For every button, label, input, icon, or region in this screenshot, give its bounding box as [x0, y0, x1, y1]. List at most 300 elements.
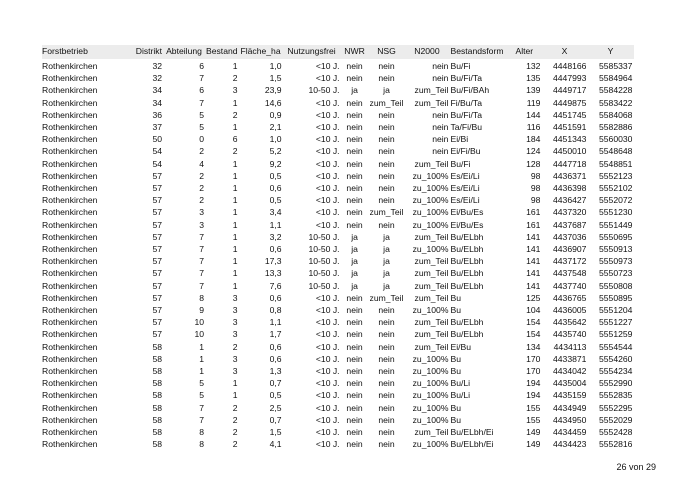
cell-forstbetrieb: Rothenkirchen	[42, 109, 98, 120]
cell-nwr: nein	[346, 122, 363, 133]
cell-forstbetrieb: Rothenkirchen	[42, 158, 98, 169]
cell-alter: 134	[526, 341, 541, 352]
cell-nutzungsfrei: <10 J.	[315, 97, 340, 108]
cell-distrikt: 58	[152, 414, 162, 425]
table-row	[42, 377, 634, 389]
cell-flaeche: 13,3	[264, 268, 282, 279]
cell-flaeche: 0,9	[269, 109, 282, 120]
cell-bestand: 1	[232, 256, 238, 267]
cell-bestandsform: Bu	[450, 305, 461, 316]
cell-bestandsform: Es/Ei/Li	[450, 170, 480, 181]
header-y: Y	[588, 45, 634, 60]
cell-y: 5551230	[599, 207, 633, 218]
cell-nwr: nein	[346, 61, 363, 71]
cell-x: 4435159	[553, 390, 587, 401]
cell-n2000: zu_100%	[412, 390, 449, 401]
cell-nutzungsfrei: <10 J.	[315, 122, 340, 133]
cell-alter: 119	[526, 97, 541, 108]
cell-x: 4434423	[553, 439, 587, 450]
cell-forstbetrieb: Rothenkirchen	[42, 219, 98, 230]
cell-nwr: nein	[346, 97, 363, 108]
cell-y: 5550973	[599, 256, 633, 267]
cell-distrikt: 58	[152, 427, 162, 438]
cell-forstbetrieb: Rothenkirchen	[42, 366, 98, 377]
cell-n2000: zum_Teil	[414, 231, 449, 242]
cell-y: 5552428	[599, 427, 633, 438]
cell-abteilung: 2	[199, 195, 204, 206]
cell-flaeche: 0,5	[269, 390, 282, 401]
cell-nutzungsfrei: <10 J.	[315, 146, 340, 157]
cell-nwr: nein	[346, 439, 363, 450]
cell-y: 5584964	[599, 73, 633, 84]
cell-forstbetrieb: Rothenkirchen	[42, 73, 98, 84]
cell-n2000: zum_Teil	[414, 85, 449, 96]
cell-abteilung: 6	[199, 61, 204, 71]
cell-y: 5552102	[599, 183, 633, 194]
cell-x: 4437172	[553, 256, 587, 267]
cell-x: 4437548	[553, 268, 587, 279]
cell-alter: 125	[526, 292, 541, 303]
cell-nsg: zum_Teil	[369, 97, 404, 108]
cell-alter: 98	[530, 195, 541, 206]
cell-nsg: nein	[378, 73, 395, 84]
cell-abteilung: 1	[199, 341, 204, 352]
cell-x: 4447718	[553, 158, 587, 169]
cell-flaeche: 0,6	[269, 292, 282, 303]
cell-flaeche: 5,2	[269, 146, 282, 157]
cell-bestand: 1	[232, 170, 238, 181]
cell-nsg: ja	[383, 268, 390, 279]
cell-bestand: 1	[232, 231, 238, 242]
cell-flaeche: 14,6	[264, 97, 282, 108]
cell-y: 5550913	[599, 244, 633, 255]
cell-bestandsform: Bu/Li	[450, 378, 471, 389]
cell-nutzungsfrei: <10 J.	[315, 378, 340, 389]
cell-forstbetrieb: Rothenkirchen	[42, 280, 98, 291]
header-abteilung: Abteilung	[164, 45, 206, 60]
cell-x: 4436427	[553, 195, 587, 206]
cell-n2000: zum_Teil	[414, 341, 449, 352]
table-row	[42, 158, 634, 170]
cell-x: 4435004	[553, 378, 587, 389]
cell-bestandsform: Bu/Fi	[450, 61, 471, 71]
cell-flaeche: 1,5	[269, 427, 282, 438]
cell-nutzungsfrei: <10 J.	[315, 183, 340, 194]
cell-distrikt: 57	[152, 195, 162, 206]
cell-n2000: zu_100%	[412, 195, 449, 206]
cell-y: 5584228	[599, 85, 633, 96]
cell-bestand: 2	[232, 439, 238, 450]
header-n2000: N2000	[405, 45, 450, 60]
cell-nsg: nein	[378, 427, 395, 438]
cell-x: 4434113	[553, 341, 587, 352]
cell-x: 4449875	[553, 97, 587, 108]
table-row	[42, 341, 634, 353]
cell-alter: 128	[526, 158, 541, 169]
cell-bestand: 6	[232, 134, 238, 145]
cell-nutzungsfrei: 10-50 J.	[308, 85, 340, 96]
cell-nsg: nein	[378, 170, 395, 181]
table-row	[42, 438, 634, 450]
cell-alter: 149	[526, 439, 541, 450]
cell-nsg: ja	[383, 85, 390, 96]
cell-flaeche: 0,6	[269, 244, 282, 255]
cell-n2000: zu_100%	[412, 378, 449, 389]
cell-forstbetrieb: Rothenkirchen	[42, 414, 98, 425]
cell-y: 5552835	[599, 390, 633, 401]
cell-bestandsform: Ei/Bu/Es	[450, 219, 484, 230]
cell-forstbetrieb: Rothenkirchen	[42, 378, 98, 389]
cell-n2000: zum_Teil	[414, 256, 449, 267]
cell-abteilung: 8	[199, 439, 204, 450]
cell-distrikt: 34	[152, 97, 162, 108]
cell-x: 4437320	[553, 207, 587, 218]
cell-y: 5550695	[599, 231, 633, 242]
cell-bestandsform: Ei/Bu	[450, 341, 472, 352]
cell-x: 4437036	[553, 231, 587, 242]
cell-flaeche: 4,1	[269, 439, 282, 450]
header-distrikt: Distrikt	[119, 45, 164, 60]
cell-nutzungsfrei: <10 J.	[315, 439, 340, 450]
cell-x: 4435642	[553, 317, 587, 328]
cell-bestand: 3	[232, 366, 238, 377]
cell-n2000: zu_100%	[412, 219, 449, 230]
cell-bestand: 1	[232, 268, 238, 279]
cell-distrikt: 37	[152, 122, 162, 133]
cell-bestand: 1	[232, 61, 238, 71]
cell-nsg: zum_Teil	[369, 292, 404, 303]
cell-nsg: nein	[378, 366, 395, 377]
cell-nutzungsfrei: 10-50 J.	[308, 280, 340, 291]
cell-distrikt: 57	[152, 317, 162, 328]
cell-nwr: nein	[346, 402, 363, 413]
cell-distrikt: 58	[152, 439, 162, 450]
cell-forstbetrieb: Rothenkirchen	[42, 439, 98, 450]
cell-nwr: nein	[346, 427, 363, 438]
cell-nwr: nein	[346, 170, 363, 181]
cell-n2000: zum_Teil	[414, 97, 449, 108]
cell-nwr: ja	[351, 85, 358, 96]
cell-abteilung: 2	[199, 146, 204, 157]
cell-forstbetrieb: Rothenkirchen	[42, 146, 98, 157]
cell-nutzungsfrei: <10 J.	[315, 305, 340, 316]
cell-nutzungsfrei: <10 J.	[315, 219, 340, 230]
cell-distrikt: 57	[152, 207, 162, 218]
cell-forstbetrieb: Rothenkirchen	[42, 427, 98, 438]
cell-bestand: 1	[232, 280, 238, 291]
cell-distrikt: 58	[152, 366, 162, 377]
cell-forstbetrieb: Rothenkirchen	[42, 61, 98, 71]
cell-flaeche: 0,7	[269, 414, 282, 425]
cell-bestand: 2	[232, 73, 238, 84]
cell-nwr: nein	[346, 378, 363, 389]
cell-distrikt: 58	[152, 341, 162, 352]
cell-bestandsform: Bu/Li	[450, 390, 471, 401]
cell-abteilung: 10	[194, 317, 204, 328]
cell-nwr: nein	[346, 195, 363, 206]
cell-n2000: zum_Teil	[414, 280, 449, 291]
cell-x: 4436398	[553, 183, 587, 194]
cell-forstbetrieb: Rothenkirchen	[42, 353, 98, 364]
cell-x: 4434950	[553, 414, 587, 425]
cell-abteilung: 5	[199, 390, 204, 401]
cell-bestand: 1	[232, 207, 238, 218]
table-row	[42, 304, 634, 316]
cell-alter: 141	[526, 280, 541, 291]
cell-bestandsform: Bu	[450, 353, 461, 364]
cell-bestand: 3	[232, 85, 238, 96]
cell-alter: 154	[526, 329, 541, 340]
cell-abteilung: 3	[199, 219, 204, 230]
table-row	[42, 389, 634, 401]
table-row	[42, 255, 634, 267]
cell-n2000: zu_100%	[412, 414, 449, 425]
cell-bestandsform: Ei/Fi/Bu	[450, 146, 481, 157]
cell-n2000: nein	[432, 109, 449, 120]
cell-y: 5552990	[599, 378, 633, 389]
header-alter: Alter	[515, 45, 542, 60]
cell-alter: 170	[526, 366, 541, 377]
cell-x: 4448166	[553, 61, 587, 71]
cell-alter: 144	[526, 109, 541, 120]
cell-alter: 170	[526, 353, 541, 364]
cell-bestandsform: Bu/Fi/Ta	[450, 109, 482, 120]
table-row	[42, 121, 634, 133]
cell-forstbetrieb: Rothenkirchen	[42, 292, 98, 303]
header-forstbetrieb: Forstbetrieb	[42, 45, 119, 60]
cell-alter: 194	[526, 378, 541, 389]
cell-nwr: nein	[346, 366, 363, 377]
cell-distrikt: 32	[152, 61, 162, 71]
table-row	[42, 145, 634, 157]
table-row	[42, 426, 634, 438]
cell-bestandsform: Bu/ELbh	[450, 268, 484, 279]
cell-alter: 149	[526, 427, 541, 438]
header-nwr: NWR	[342, 45, 370, 60]
cell-bestandsform: Ei/Bi	[450, 134, 469, 145]
cell-bestand: 1	[232, 378, 238, 389]
cell-abteilung: 8	[199, 427, 204, 438]
cell-bestandsform: Es/Ei/Li	[450, 195, 480, 206]
cell-n2000: zu_100%	[412, 305, 449, 316]
cell-flaeche: 0,6	[269, 353, 282, 364]
table-row	[42, 280, 634, 292]
cell-nwr: nein	[346, 317, 363, 328]
cell-nsg: nein	[378, 122, 395, 133]
cell-nwr: nein	[346, 414, 363, 425]
cell-y: 5554260	[599, 353, 633, 364]
cell-nwr: nein	[346, 305, 363, 316]
cell-bestand: 1	[232, 122, 238, 133]
cell-bestand: 1	[232, 195, 238, 206]
cell-flaeche: 17,3	[264, 256, 282, 267]
cell-distrikt: 57	[152, 170, 162, 181]
cell-nwr: nein	[346, 219, 363, 230]
cell-nsg: nein	[378, 341, 395, 352]
cell-flaeche: 7,6	[269, 280, 282, 291]
cell-bestand: 3	[232, 353, 238, 364]
cell-nsg: ja	[383, 231, 390, 242]
cell-nsg: nein	[378, 195, 395, 206]
cell-nsg: nein	[378, 353, 395, 364]
cell-distrikt: 57	[152, 231, 162, 242]
table-row	[42, 414, 634, 426]
cell-flaeche: 1,5	[269, 73, 282, 84]
cell-nwr: nein	[346, 146, 363, 157]
cell-forstbetrieb: Rothenkirchen	[42, 341, 98, 352]
cell-nwr: nein	[346, 73, 363, 84]
cell-abteilung: 7	[199, 280, 204, 291]
cell-distrikt: 50	[152, 134, 162, 145]
cell-distrikt: 57	[152, 329, 162, 340]
cell-nutzungsfrei: <10 J.	[315, 61, 340, 71]
cell-nwr: nein	[346, 109, 363, 120]
table-row	[42, 402, 634, 414]
cell-nsg: nein	[378, 317, 395, 328]
cell-abteilung: 1	[199, 353, 204, 364]
cell-forstbetrieb: Rothenkirchen	[42, 231, 98, 242]
cell-nsg: nein	[378, 390, 395, 401]
table-row	[42, 109, 634, 121]
cell-n2000: nein	[432, 73, 449, 84]
cell-flaeche: 0,6	[269, 183, 282, 194]
table-header-row	[42, 45, 634, 60]
cell-n2000: zum_Teil	[414, 158, 449, 169]
cell-y: 5550808	[599, 280, 633, 291]
cell-nutzungsfrei: <10 J.	[315, 292, 340, 303]
cell-bestandsform: Ei/Bu/Es	[450, 207, 484, 218]
cell-distrikt: 54	[152, 146, 162, 157]
cell-n2000: zu_100%	[412, 439, 449, 450]
cell-x: 4433871	[553, 353, 587, 364]
cell-bestandsform: Bu/ELbh/Ei	[450, 439, 494, 450]
cell-abteilung: 5	[199, 109, 204, 120]
cell-nsg: nein	[378, 402, 395, 413]
cell-nsg: nein	[378, 109, 395, 120]
cell-bestand: 3	[232, 317, 238, 328]
cell-abteilung: 2	[199, 183, 204, 194]
cell-y: 5548648	[599, 146, 633, 157]
table-row	[42, 267, 634, 279]
cell-bestandsform: Bu/Fi	[450, 158, 471, 169]
cell-nsg: ja	[383, 280, 390, 291]
cell-alter: 194	[526, 390, 541, 401]
cell-nutzungsfrei: <10 J.	[315, 390, 340, 401]
cell-nsg: zum_Teil	[369, 207, 404, 218]
cell-y: 5552295	[599, 402, 633, 413]
cell-alter: 98	[530, 183, 541, 194]
cell-alter: 141	[526, 231, 541, 242]
cell-distrikt: 36	[152, 109, 162, 120]
cell-y: 5551204	[599, 305, 633, 316]
cell-nsg: nein	[378, 146, 395, 157]
cell-distrikt: 57	[152, 268, 162, 279]
cell-x: 4437740	[553, 280, 587, 291]
cell-alter: 98	[530, 170, 541, 181]
cell-bestand: 1	[232, 158, 238, 169]
cell-nutzungsfrei: <10 J.	[315, 317, 340, 328]
cell-forstbetrieb: Rothenkirchen	[42, 195, 98, 206]
cell-nutzungsfrei: <10 J.	[315, 341, 340, 352]
table-row	[42, 133, 634, 145]
cell-x: 4436371	[553, 170, 587, 181]
cell-bestand: 2	[232, 402, 238, 413]
cell-y: 5585337	[599, 61, 633, 71]
cell-y: 5552123	[599, 170, 633, 181]
cell-abteilung: 2	[199, 170, 204, 181]
table-body	[42, 60, 634, 451]
cell-n2000: zum_Teil	[414, 292, 449, 303]
cell-bestandsform: Bu/ELbh	[450, 317, 484, 328]
cell-bestand: 1	[232, 183, 238, 194]
cell-nsg: nein	[378, 61, 395, 71]
cell-flaeche: 2,5	[269, 402, 282, 413]
cell-y: 5584068	[599, 109, 633, 120]
cell-nwr: nein	[346, 207, 363, 218]
cell-n2000: zu_100%	[412, 207, 449, 218]
table-row	[42, 60, 634, 73]
table-row	[42, 328, 634, 340]
cell-bestand: 2	[232, 427, 238, 438]
cell-forstbetrieb: Rothenkirchen	[42, 390, 98, 401]
header-nutzungsfrei: Nutzungsfrei	[284, 45, 342, 60]
cell-forstbetrieb: Rothenkirchen	[42, 122, 98, 133]
cell-abteilung: 3	[199, 207, 204, 218]
cell-bestandsform: Fi/Bu/Ta	[450, 97, 482, 108]
cell-abteilung: 9	[199, 305, 204, 316]
cell-alter: 116	[526, 122, 541, 133]
cell-alter: 154	[526, 317, 541, 328]
cell-x: 4449717	[553, 85, 587, 96]
cell-bestand: 3	[232, 305, 238, 316]
cell-n2000: zu_100%	[412, 402, 449, 413]
cell-nutzungsfrei: <10 J.	[315, 329, 340, 340]
cell-nutzungsfrei: <10 J.	[315, 207, 340, 218]
cell-bestandsform: Bu	[450, 366, 461, 377]
cell-nwr: nein	[346, 183, 363, 194]
cell-abteilung: 1	[199, 366, 204, 377]
cell-y: 5554544	[599, 341, 633, 352]
cell-flaeche: 9,2	[269, 158, 282, 169]
cell-abteilung: 7	[199, 414, 204, 425]
cell-flaeche: 3,2	[269, 231, 282, 242]
cell-abteilung: 10	[194, 329, 204, 340]
cell-forstbetrieb: Rothenkirchen	[42, 244, 98, 255]
cell-forstbetrieb: Rothenkirchen	[42, 207, 98, 218]
cell-x: 4434459	[553, 427, 587, 438]
cell-nutzungsfrei: <10 J.	[315, 353, 340, 364]
cell-flaeche: 1,1	[269, 219, 282, 230]
cell-nwr: nein	[346, 292, 363, 303]
cell-bestandsform: Bu	[450, 292, 461, 303]
cell-abteilung: 0	[199, 134, 204, 145]
cell-forstbetrieb: Rothenkirchen	[42, 183, 98, 194]
cell-abteilung: 5	[199, 378, 204, 389]
cell-nwr: ja	[351, 244, 358, 255]
cell-n2000: nein	[432, 134, 449, 145]
cell-bestandsform: Bu/ELbh	[450, 231, 484, 242]
cell-flaeche: 3,4	[269, 207, 282, 218]
cell-bestand: 3	[232, 329, 238, 340]
cell-nutzungsfrei: <10 J.	[315, 195, 340, 206]
cell-x: 4434949	[553, 402, 587, 413]
cell-y: 5548851	[599, 158, 633, 169]
cell-abteilung: 7	[199, 97, 204, 108]
cell-bestand: 1	[232, 97, 238, 108]
cell-bestandsform: Bu/ELbh/Ei	[450, 427, 494, 438]
cell-nsg: nein	[378, 219, 395, 230]
cell-distrikt: 54	[152, 158, 162, 169]
